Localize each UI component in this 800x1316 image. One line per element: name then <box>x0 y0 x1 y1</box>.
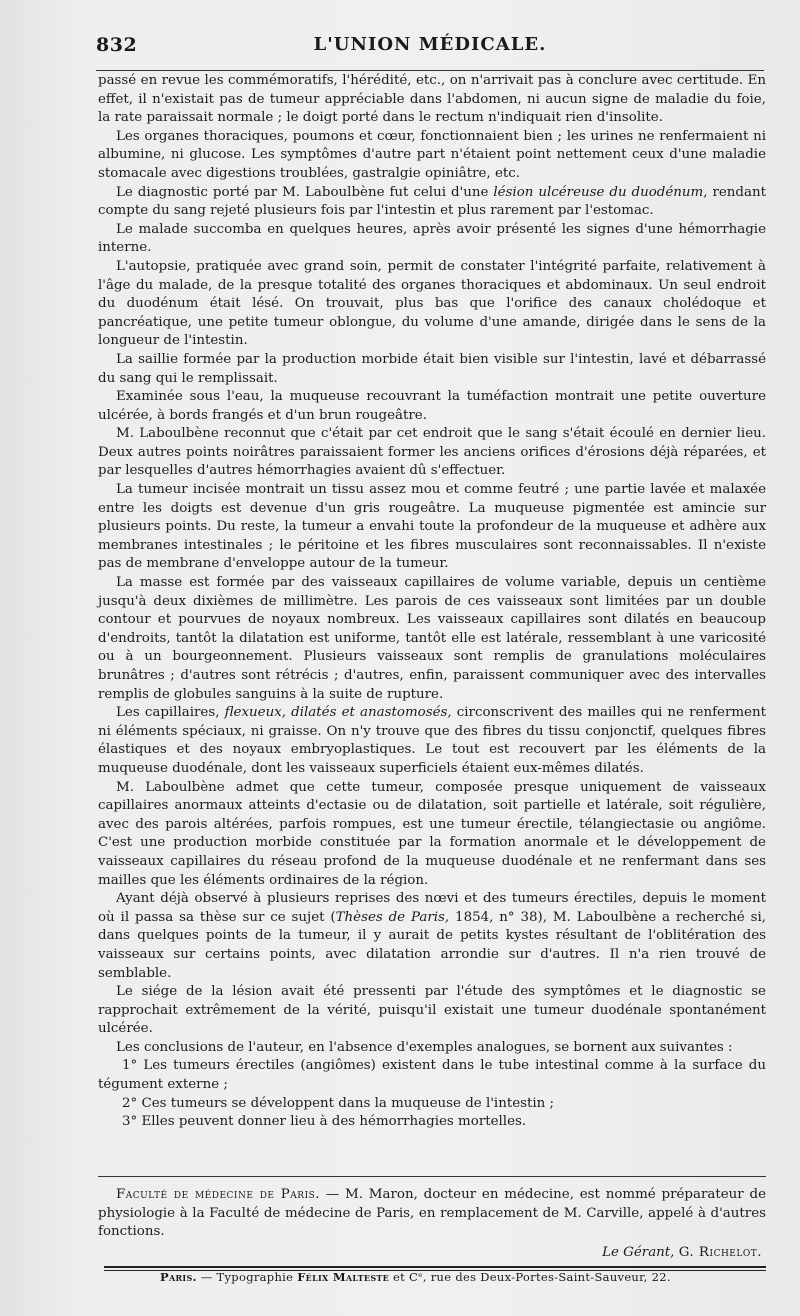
signature <box>602 1245 762 1260</box>
printer-name: Félix Malteste <box>297 1270 390 1284</box>
paragraph-text: circonscrivent des mailles qui ne renferment ni éléments spéciaux, ni graisse. On n'y trouve que des fibres du tissu conjonctif, quelques fibres élastiques et des noyaux embryoplastiques. Le tout est recouvert par les éléments de la muqueuse duodénale, dont les vaisseaux superficiels étaient eux-mêmes dilatés. <box>98 705 766 776</box>
running-title: L'UNION MÉDICALE. <box>313 34 547 55</box>
paragraph <box>98 704 766 778</box>
paragraph: Examinée sous l'eau, la muqueuse recouvrant la tuméfaction montrait une petite ouverture ulcérée, à bords frangés et d'un brun rougeâtre. <box>98 389 766 423</box>
paragraph-italic: lésion ulcéreuse du duodénum <box>493 184 704 200</box>
conclusion-item: 2° Ces tumeurs se développent dans la muqueuse de l'intestin ; <box>122 1095 555 1111</box>
header-rule <box>96 70 764 71</box>
paragraph: La saillie formée par la production morbide était bien visible sur l'intestin, lavé et débarrassé du sang qui le remplissait. <box>98 351 766 386</box>
footer-rule-thick <box>104 1266 766 1268</box>
paragraph-text: , rendant compte du sang rejeté plusieurs fois par l'intestin et plus rarement par l'estomac. <box>98 184 766 219</box>
paragraph-italic: Thèses de Paris, <box>335 909 450 925</box>
printer-imprint <box>160 1270 671 1284</box>
paragraph: M. Laboulbène reconnut que c'était par cet endroit que le sang s'était écoulé en dernier lieu. Deux autres points noirâtres paraissaient former les anciens orifices d'érosions déjà réparées, et par lesquelles d'autres hémorrhagies avaient dû s'effectuer. <box>98 426 766 479</box>
printer-dash: — Typographie <box>196 1270 298 1284</box>
notice-caption: Faculté de médecine de Paris. <box>116 1187 321 1202</box>
faculty-notice <box>98 1186 766 1242</box>
paragraph: Les organes thoraciques, poumons et cœur, fonctionnaient bien ; les urines ne renfermaient ni albumine, ni glucose. Les symptômes d'autre part n'étaient point nettement ceux d'une maladie stomacale avec digestions troublées, gastralgie opiniâtre, etc. <box>98 128 766 181</box>
conclusion-item: 3° Elles peuvent donner lieu à des hémorrhagies mortelles. <box>122 1114 527 1130</box>
paragraph: Le siége de la lésion avait été pressenti par l'étude des symptômes et le diagnostic se rapprochait extrêmement de la vérité, puisqu'il existait une tumeur duodénale spontanément ulcérée. <box>98 984 766 1037</box>
paragraph: Les conclusions de l'auteur, en l'absence d'exemples analogues, se bornent aux suivantes : <box>116 1039 733 1055</box>
paragraph-text: 1854, n° 38), M. Laboulbène a recherché si, dans quelques points de la tumeur, il y aurait de petits kystes résultant de l'oblitération des vaisseaux sur certains points, avec dilatation arrondie sur d'autres. Il n'a rien trouvé de semblable. <box>98 909 766 981</box>
paragraph <box>98 890 766 983</box>
section-separator <box>98 1176 766 1177</box>
paragraph-text: Le diagnostic porté par M. Laboulbène fut celui d'une <box>116 184 494 200</box>
conclusion-item: 1° Les tumeurs érectiles (angiômes) existent dans le tube intestinal comme à la surface du tégument externe ; <box>98 1058 766 1093</box>
paragraph: Le malade succomba en quelques heures, après avoir présenté les signes d'une hémorrhagie interne. <box>98 221 766 256</box>
paragraph: L'autopsie, pratiquée avec grand soin, permit de constater l'intégrité parfaite, relativement à l'âge du malade, de la presque totalité des organes thoraciques et abdominaux. Un seul endroit du duodénum était lésé. On trouvait, plus bas que l'orifice des canaux cholédoque et pancréatique, une petite tumeur oblongue, du volume d'une amande, dirigée dans le sens de la longueur de l'intestin. <box>98 258 766 349</box>
notice-text: — M. Maron, docteur en médecine, est nommé préparateur de physiologie à la Faculté de médecine de Paris, en remplacement de M. Carville, appelé à d'autres fonctions. <box>98 1187 766 1240</box>
printer-address: et Cᵉ, rue des Deux-Portes-Saint-Sauveur, 22. <box>389 1270 671 1284</box>
paragraph-text: Les capillaires, <box>116 705 225 721</box>
paragraph: passé en revue les commémoratifs, l'hérédité, etc., on n'arrivait pas à conclure avec certitude. En effet, il n'existait pas de tumeur appréciable dans l'abdomen, ni aucun signe de maladie du foie, la rate paraissait normale ; le doigt porté dans le rectum n'indiquait rien d'insolite. <box>98 73 766 126</box>
paragraph-text: Ayant déjà observé à plusieurs reprises des nœvi et des tumeurs érectiles, depuis le moment où il passa sa thèse sur ce sujet ( <box>98 891 766 925</box>
printer-city: Paris. <box>160 1270 197 1284</box>
paragraph-italic: flexueux, dilatés et anastomosés, <box>224 705 452 721</box>
page-header <box>96 34 764 62</box>
paragraph <box>98 184 766 221</box>
paragraph: La masse est formée par des vaisseaux capillaires de volume variable, depuis un centième jusqu'à deux dixièmes de millimètre. Les parois de ces vaisseaux sont limitées par un double contour et pourvues de noyaux nombreux. Les vaisseaux capillaires sont dilatés en beaucoup d'endroits, tantôt la dilatation est uniforme, tantôt elle est latérale, ressemblant à une varicosité ou à un bourgeonnement. Plusieurs vaisseaux sont remplis de granulations moléculaires brunâtres ; d'autres sont rétrécis ; d'autres, enfin, paraissent communiquer avec des intervalles remplis de globules sanguins à la suite de rupture. <box>98 575 766 702</box>
paragraph: La tumeur incisée montrait un tissu assez mou et comme feutré ; une partie lavée et malaxée entre les doigts est devenue d'un gris rougeâtre. La muqueuse pigmentée est amincie sur plusieurs points. Du reste, la tumeur a envahi toute la profondeur de la muqueuse et adhère aux membranes intestinales ; le péritoine et les fibres musculaires sont reconnaissables. Il n'existe pas de membrane d'enveloppe autour de la tumeur. <box>98 482 766 572</box>
signature-title: Le Gérant, <box>602 1245 675 1260</box>
article-body <box>98 72 766 1132</box>
page-number: 832 <box>96 34 138 56</box>
signature-name: G. Richelot. <box>678 1245 762 1260</box>
paragraph: M. Laboulbène admet que cette tumeur, composée presque uniquement de vaisseaux capillaires anormaux atteints d'ectasie ou de dilatation, soit partielle et latérale, soit régulière, avec des parois altérées, parfois rompues, est une tumeur érectile, télangiectasie ou angiôme. C'est une production morbide constituée par la formation anormale et le développement de vaisseaux capillaires du réseau profond de la muqueuse duodénale et ne renfermant dans ses mailles que les éléments ordinaires de la région. <box>98 779 766 888</box>
